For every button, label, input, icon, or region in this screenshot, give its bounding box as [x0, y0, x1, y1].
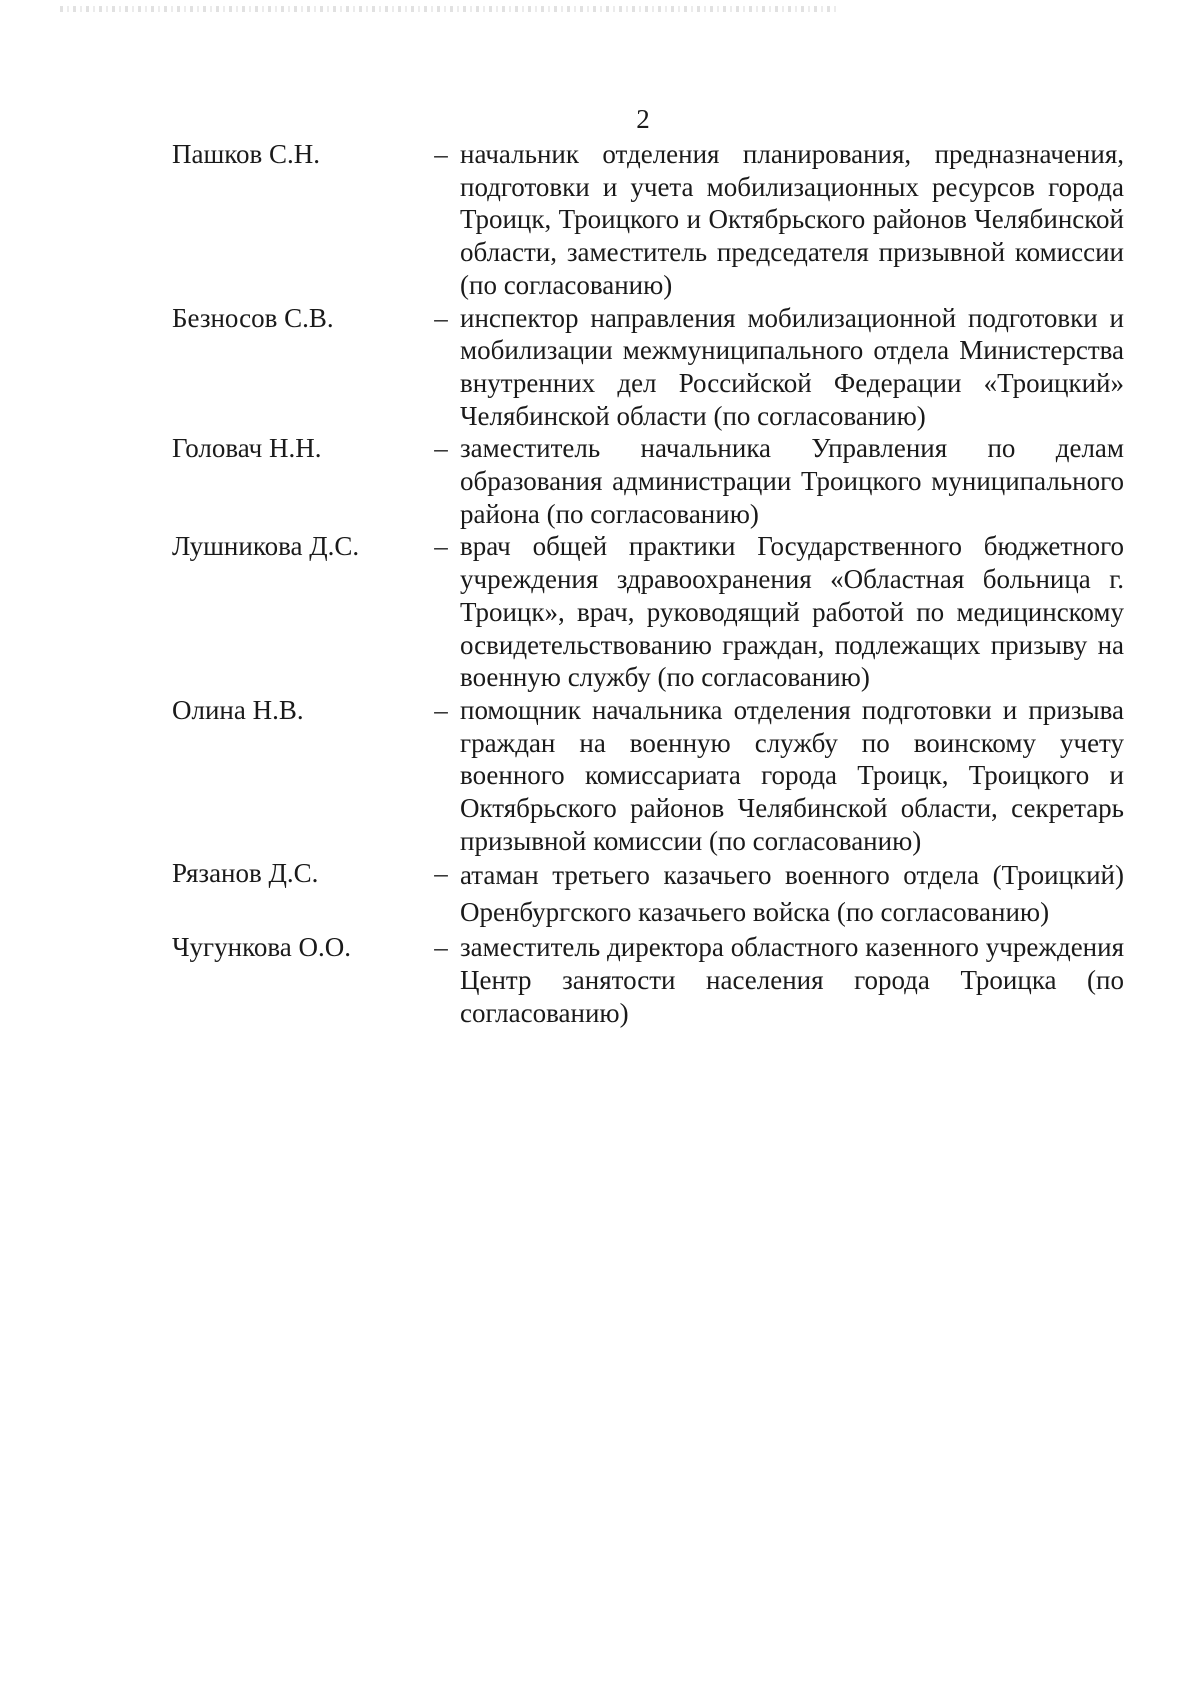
member-dash: – — [434, 858, 448, 889]
member-role: инспектор направления мобилизационной подготовки и мобилизации межмуниципального отдела Министерства внутренних дел Российской Федерации «Троицкий» Челябинской области (по согласованию) — [460, 302, 1124, 431]
member-role: помощник начальника отделения подготовки и призыва граждан на военную службу по воинскому учету военного комиссариата города Троицк, Троицкого и Октябрьского районов Челябинской области, секретарь призывной комиссии (по согласованию) — [460, 694, 1124, 856]
member-name: Чугункова О.О. — [172, 932, 351, 963]
commission-member-list — [172, 138, 1124, 1030]
member-dash: – — [434, 433, 448, 464]
member-dash: – — [434, 932, 448, 963]
member-role: начальник отделения планирования, предназначения, подготовки и учета мобилизационных ресурсов города Троицк, Троицкого и Октябрьского районов Челябинской области, заместитель председателя призывной комиссии (по согласованию) — [460, 139, 1124, 300]
page-number: 2 — [636, 104, 650, 134]
member-name: Лушникова Д.С. — [172, 531, 360, 562]
member-role: врач общей практики Государственного бюджетного учреждения здравоохранения «Областная больница г. Троицк», врач, руководящий работой по медицинскому освидетельствованию граждан, подлежащих призыву на военную службу (по согласованию) — [460, 531, 1124, 693]
member-row-ryazanov — [172, 857, 1124, 931]
member-row-lushnikova — [172, 530, 1124, 694]
member-dash: – — [434, 694, 448, 725]
member-role: заместитель начальника Управления по делам образования администрации Троицкого муниципального района (по согласованию) — [460, 433, 1124, 529]
member-row-pashkov — [172, 138, 1124, 302]
scan-edge-artifact — [60, 6, 840, 12]
member-name: Олина Н.В. — [172, 694, 304, 725]
member-dash: – — [434, 139, 448, 169]
member-name: Пашков С.Н. — [172, 139, 321, 169]
member-name: Головач Н.Н. — [172, 433, 322, 464]
member-dash: – — [434, 302, 448, 333]
member-dash: – — [434, 531, 448, 562]
member-name: Безносов С.В. — [172, 302, 334, 333]
member-row-chugunkova — [172, 931, 1124, 1029]
member-row-golovach — [172, 432, 1124, 530]
member-row-beznosov — [172, 302, 1124, 433]
member-role: заместитель директора областного казенного учреждения Центр занятости населения города Троицка (по согласованию) — [460, 932, 1124, 1028]
member-name: Рязанов Д.С. — [172, 858, 319, 889]
member-row-olina — [172, 694, 1124, 858]
member-role: атаман третьего казачьего военного отдела (Троицкий) Оренбургского казачьего войска (по согласованию) — [460, 860, 1124, 928]
